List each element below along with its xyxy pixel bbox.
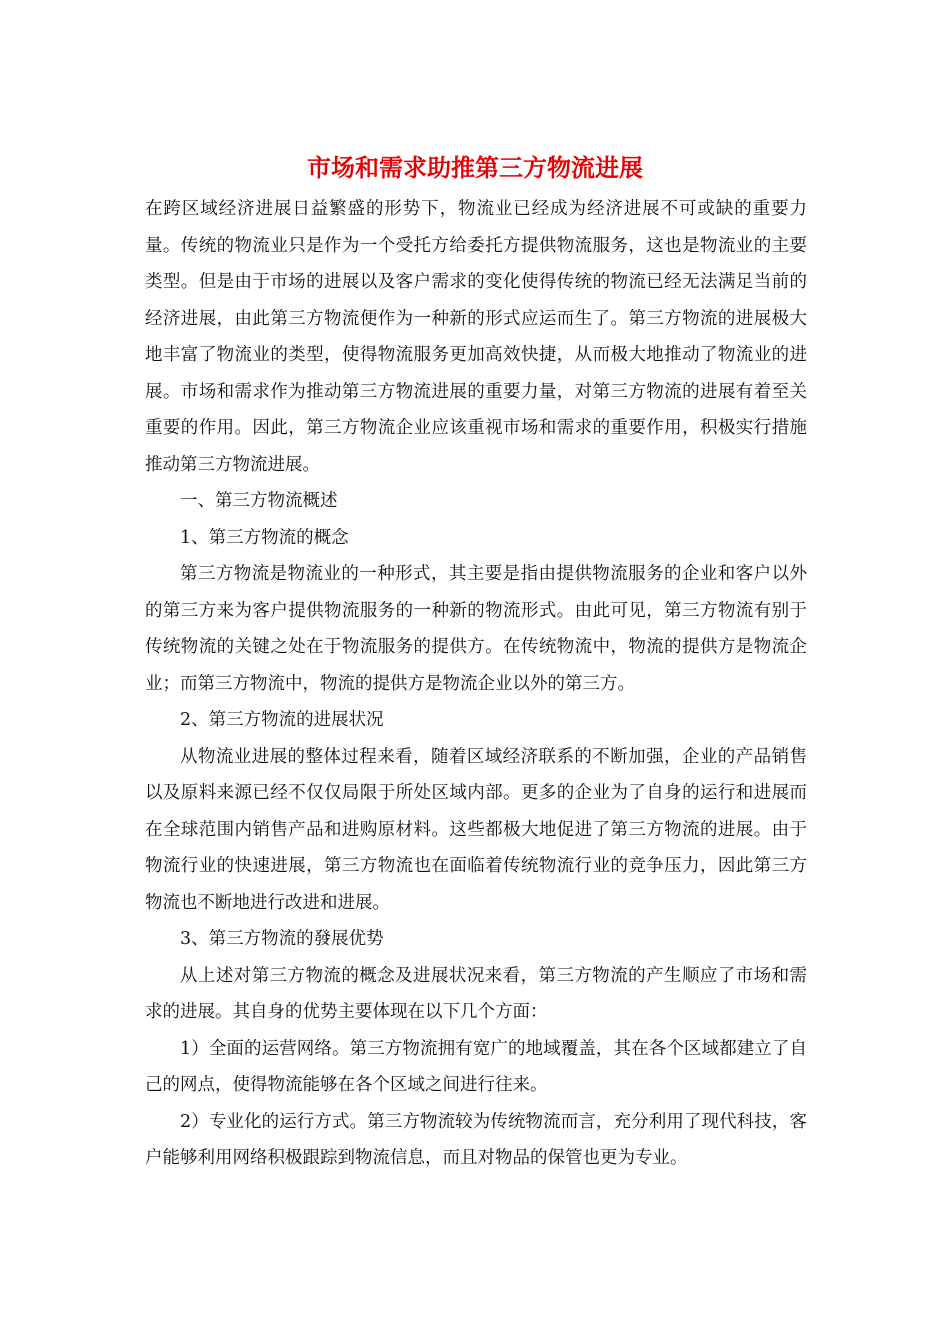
advantage-item-network: 1）全面的运营网络。第三方物流拥有宽广的地域覆盖，其在各个区域都建立了自己的网点，使得物流能够在各个区域之间进行往来。 (145, 1038, 807, 1095)
concept-paragraph: 第三方物流是物流业的一种形式，其主要是指由提供物流服务的企业和客户以外的第三方来为客户提供物流服务的一种新的物流形式。由此可见，第三方物流有别于传统物流的关键之处在于物流服务的提供方。在传统物流中，物流的提供方是物流企业；而第三方物流中，物流的提供方是物流企业以外的第三方。 (145, 564, 807, 694)
subsection-heading-advantages: 3、第三方物流的發展优势 (180, 929, 384, 949)
document-title: 市场和需求助推第三方物流进展 (307, 153, 643, 182)
advantage-item-professional: 2）专业化的运行方式。第三方物流较为传统物流而言，充分利用了现代科技，客户能够利用网络积极跟踪到物流信息，而且对物品的保管也更为专业。 (145, 1111, 807, 1168)
subsection-heading-concept: 1、第三方物流的概念 (180, 527, 349, 548)
subsection-heading-status: 2、第三方物流的进展状况 (180, 710, 384, 730)
advantages-intro-paragraph: 从上述对第三方物流的概念及进展状况来看，第三方物流的产生顺应了市场和需求的进展。其自身的优势主要体现在以下几个方面： (145, 965, 807, 1022)
section-heading-overview: 一、第三方物流概述 (180, 491, 338, 511)
status-paragraph: 从物流业进展的整体过程来看，随着区域经济联系的不断加强，企业的产品销售以及原料来源已经不仅仅局限于所处区域内部。更多的企业为了自身的运行和进展而在全球范围内销售产品和进购原材料。这些都极大地促进了第三方物流的进展。由于物流行业的快速进展，第三方物流也在面临着传统物流行业的竞争压力，因此第三方物流也不断地进行改进和进展。 (145, 746, 807, 913)
document-body (145, 191, 807, 1177)
intro-paragraph: 在跨区域经济进展日益繁盛的形势下，物流业已经成为经济进展不可或缺的重要力量。传统的物流业只是作为一个受托方给委托方提供物流服务，这也是物流业的主要类型。但是由于市场的进展以及客户需求的变化使得传统的物流已经无法满足当前的经济进展，由此第三方物流便作为一种新的形式应运而生了。第三方物流的进展极大地丰富了物流业的类型，使得物流服务更加高效快捷，从而极大地推动了物流业的进展。市场和需求作为推动第三方物流进展的重要力量，对第三方物流的进展有着至关重要的作用。因此，第三方物流企业应该重视市场和需求的重要作用，积极实行措施推动第三方物流进展。 (145, 199, 807, 475)
